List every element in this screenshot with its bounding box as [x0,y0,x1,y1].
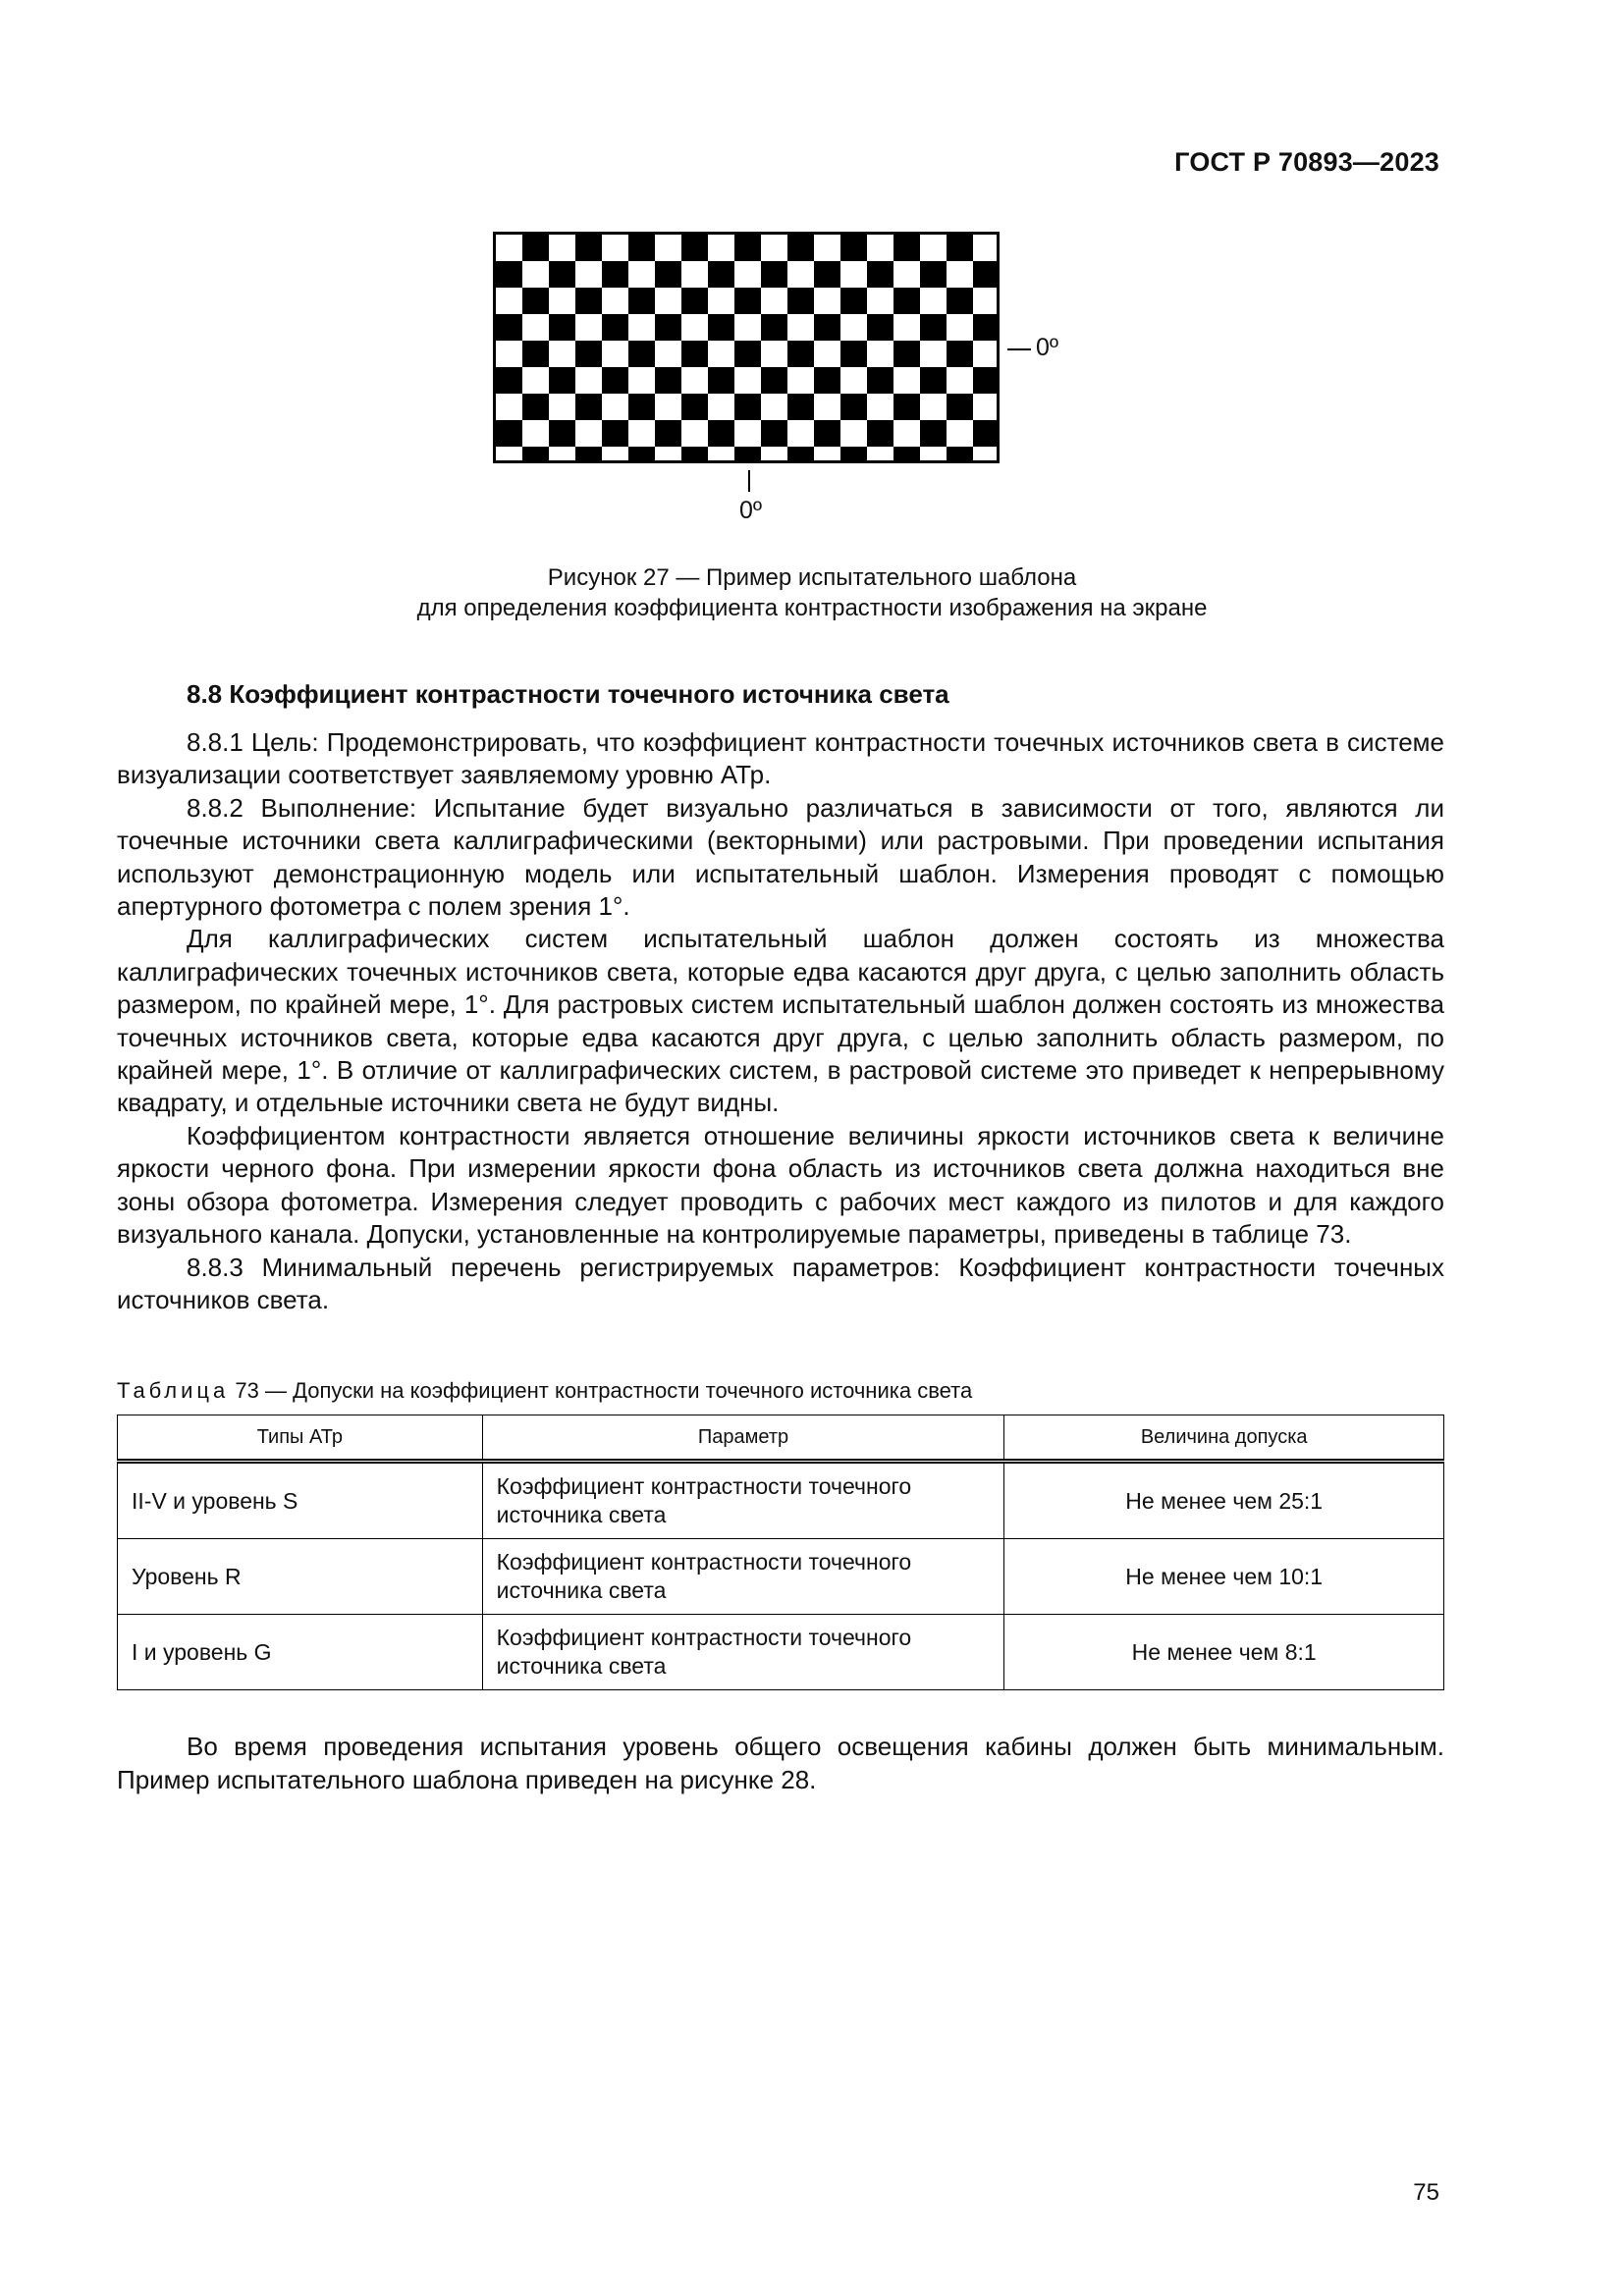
paragraph-contrast-definition: Коэффициентом контрастности является отношение величины яркости источников света к величине яркости черного фона. При измерении яркости фона область из источников света должна находиться вне зоны обзора фотометра. Измерения следует проводить с рабочих мест каждого из пилотов и для каждого визуального канала. Допуски, установленные на контролируемые параметры, приведены в таблице 73. [117,1120,1444,1250]
cell-parameter: Коэффициент контрастности точечного источника света [482,1615,1004,1690]
document-header: ГОСТ Р 70893—2023 [1174,147,1439,177]
table-row [118,1462,1444,1539]
closing-paragraph: Во время проведения испытания уровень общего освещения кабины должен быть минимальным. Пример испытательного шаблона приведен на рисунке 28. [117,1732,1444,1794]
header-tolerance: Величина допуска [1004,1415,1444,1462]
cell-parameter: Коэффициент контрастности точечного источника света [482,1462,1004,1539]
header-atr-types: Типы АТр [118,1415,483,1462]
table-caption-text: 73 — Допуски на коэффициент контрастности точечного источника света [235,1378,973,1403]
horizontal-angle-label: 0º [1036,334,1059,361]
section-body [117,726,1444,1316]
cell-atr-type: I и уровень G [118,1615,483,1690]
paragraph-8-8-1: 8.8.1 Цель: Продемонстрировать, что коэффициент контрастности точечных источников света в системе визуализации соответствует заявляемому уровню АТр. [117,727,1444,790]
cell-atr-type: II-V и уровень S [118,1462,483,1539]
paragraph-8-8-2: 8.8.2 Выполнение: Испытание будет визуально различаться в зависимости от того, являются ли точечные источники света каллиграфическими (векторными) или растровыми. При проведении испытания используют демонстрационную модель или испытательный шаблон. Измерения проводят с помощью апертурного фотометра с полем зрения 1°. [117,792,1444,922]
checkerboard-test-pattern [493,232,1000,463]
cell-tolerance: Не менее чем 8:1 [1004,1615,1444,1690]
table-caption [117,1378,972,1404]
header-parameter: Параметр [482,1415,1004,1462]
paragraph-8-8-3: 8.8.3 Минимальный перечень регистрируемых параметров: Коэффициент контрастности точечных источников света. [117,1252,1444,1314]
paragraph-calligraphic: Для каллиграфических систем испытательный шаблон должен состоять из множества каллиграфических точечных источников света, которые едва касаются друг друга, с целью заполнить область размером, по крайней мере, 1°. Для растровых систем испытательный шаблон должен состоять из множества точечных источников света, которые едва касаются друг друга, с целью заполнить область размером, по крайней мере, 1°. В отличие от каллиграфических систем, в растровой системе это приведет к непрерывному квадрату, и отдельные источники света не будут видны. [117,924,1444,1118]
figure-caption [0,562,1624,623]
cell-atr-type: Уровень R [118,1539,483,1615]
tolerance-table [117,1415,1444,1690]
section-heading: 8.8 Коэффициент контрастности точечного источника света [187,679,949,709]
vertical-angle-label: 0º [739,497,763,524]
figure-caption-line-1: Рисунок 27 — Пример испытательного шаблона [547,564,1077,591]
vertical-angle-marker [748,470,750,492]
horizontal-angle-marker [1007,348,1031,350]
table-header-row [118,1415,1444,1462]
cell-tolerance: Не менее чем 25:1 [1004,1462,1444,1539]
table-row [118,1615,1444,1690]
cell-tolerance: Не менее чем 10:1 [1004,1539,1444,1615]
table-row [118,1539,1444,1615]
closing-text [117,1730,1444,1796]
figure-caption-line-2: для определения коэффициента контрастности изображения на экране [416,595,1208,621]
table-caption-word: Таблица [117,1378,230,1403]
cell-parameter: Коэффициент контрастности точечного источника света [482,1539,1004,1615]
page-number: 75 [1413,2179,1439,2206]
